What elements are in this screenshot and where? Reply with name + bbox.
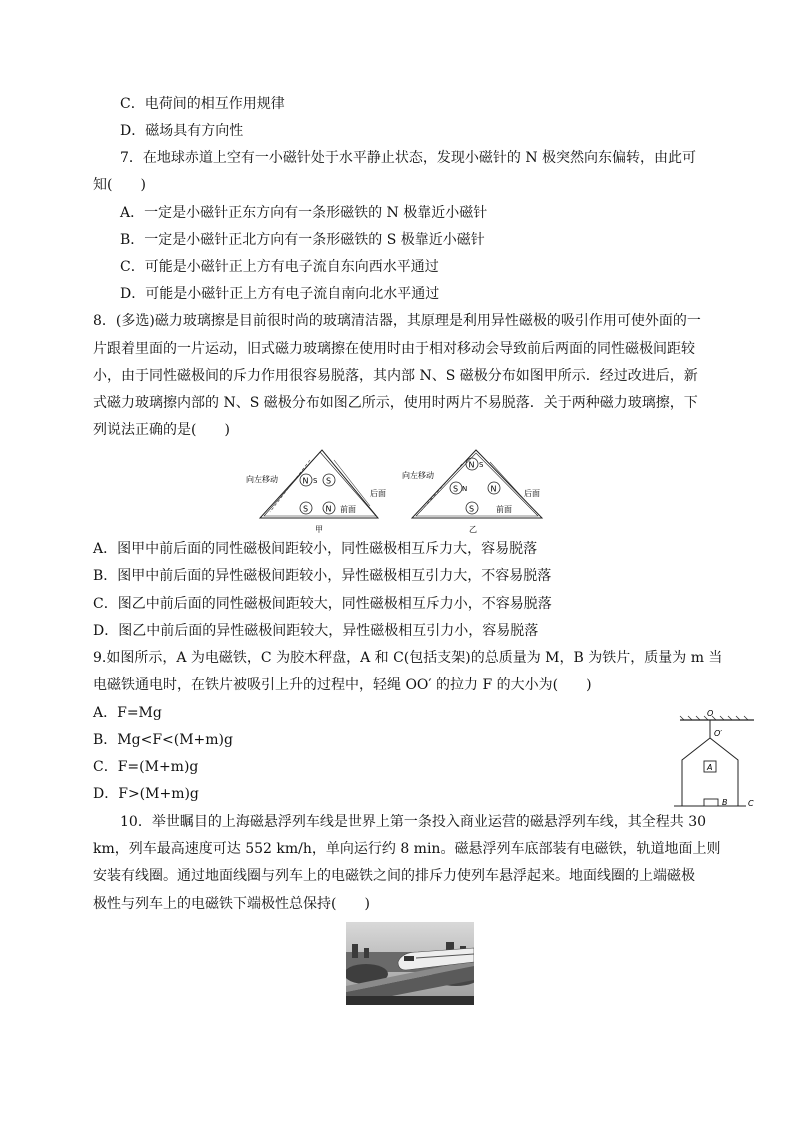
jia-left-move-label: 向左移动	[246, 475, 278, 484]
maglev-train-photo	[346, 922, 474, 1005]
yi-top-n: N	[468, 460, 475, 470]
question-10-stem: 10．举世瞩目的上海磁悬浮列车线是世界上第一条投入商业运营的磁悬浮列车线，其全程共 30	[120, 814, 707, 830]
option-c-line: C．电荷间的相互作用规律	[120, 96, 285, 112]
question-8-option-b: B．图甲中前后面的异性磁极间距较小，异性磁极相互引力大，不容易脱落	[93, 568, 552, 584]
jia-magnet2-s: S	[326, 476, 332, 486]
electromagnet-scale-figure	[670, 706, 770, 810]
jia-magnet3-s: S	[303, 504, 309, 514]
question-10-stem-4: 极性与列车上的电磁铁下端极性总保持( )	[93, 896, 370, 912]
magnet-wiper-figure	[240, 446, 560, 538]
point-o2-label: O′	[714, 729, 723, 738]
jia-back-label: 后面	[370, 489, 386, 498]
question-9-stem: 9.如图所示，A 为电磁铁，C 为胶木秤盘，A 和 C(包括支架)的总质量为 M，B 为铁片，质量为 m 当	[93, 650, 723, 666]
yi-front-label: 前面	[496, 505, 512, 514]
label-b: B	[722, 798, 728, 807]
question-8-option-d: D．图乙中前后面的异性磁极间距较大，异性磁极相互引力小，容易脱落	[93, 623, 539, 639]
jia-front-label: 前面	[340, 505, 356, 514]
question-8-option-c: C．图乙中前后面的同性磁极间距较大，同性磁极相互斥力小，不容易脱落	[93, 596, 552, 612]
yi-top-s: S	[479, 461, 484, 469]
yi-left-move-label: 向左移动	[402, 471, 434, 480]
question-7-stem: 7．在地球赤道上空有一小磁针处于水平静止状态，发现小磁针的 N 极突然向东偏转，由此可	[120, 150, 697, 166]
yi-back-label: 后面	[524, 489, 540, 498]
figure-yi	[402, 450, 542, 534]
question-9-option-c: C．F=(M+m)g	[93, 759, 199, 775]
magnet-wiper-diagram	[240, 446, 560, 538]
question-9-option-d: D．F>(M+m)g	[93, 786, 199, 802]
question-10-stem-2: km，列车最高速度可达 552 km/h，单向运行约 8 min。磁悬浮列车底部装有电磁铁，轨道地面上则	[93, 841, 721, 857]
question-7-stem-cont: 知( )	[93, 177, 146, 193]
jia-magnet1-n: N	[302, 476, 309, 486]
jia-caption: 甲	[315, 525, 323, 534]
question-7-option-a: A．一定是小磁针正东方向有一条形磁铁的 N 极靠近小磁针	[120, 205, 488, 221]
question-8-option-a: A．图甲中前后面的同性磁极间距较小，同性磁极相互斥力大，容易脱落	[93, 541, 538, 557]
yi-bottom-s: S	[469, 504, 475, 514]
question-9-option-b: B．Mg<F<(M+m)g	[93, 732, 233, 748]
question-8-stem: 8．(多选)磁力玻璃擦是目前很时尚的玻璃清洁器，其原理是利用异性磁极的吸引作用可使外面的一	[93, 313, 701, 329]
yi-left-n: N	[462, 485, 468, 493]
question-9-stem-2: 电磁铁通电时，在铁片被吸引上升的过程中，轻绳 OO′ 的拉力 F 的大小为( )	[93, 677, 592, 693]
iron-piece-b	[704, 799, 718, 806]
label-a: A	[707, 763, 713, 772]
maglev-train-image	[346, 922, 474, 1005]
question-7-option-c: C．可能是小磁针正上方有电子流自东向西水平通过	[120, 259, 439, 275]
jia-magnet1-s: S	[313, 477, 318, 485]
electromagnet-scale-diagram	[670, 706, 770, 810]
yi-left-s: S	[453, 484, 459, 494]
question-7-option-d: D．可能是小磁针正上方有电子流自南向北水平通过	[120, 286, 440, 302]
question-10-stem-3: 安装有线圈。通过地面线圈与列车上的电磁铁之间的排斥力使列车悬浮起来。地面线圈的上端磁极	[93, 868, 695, 884]
yi-right-n: N	[490, 484, 497, 494]
question-7-option-b: B．一定是小磁针正北方向有一条形磁铁的 S 极靠近小磁针	[120, 232, 485, 248]
point-o-label: O	[707, 709, 714, 718]
label-c: C	[748, 799, 754, 808]
question-8-stem-5: 列说法正确的是( )	[93, 422, 230, 438]
jia-magnet4-n: N	[325, 504, 332, 514]
figure-jia	[246, 450, 386, 534]
yi-caption: 乙	[469, 525, 477, 534]
question-8-stem-2: 片跟着里面的一片运动，旧式磁力玻璃擦在使用时由于相对移动会导致前后两面的同性磁极间距较	[93, 341, 695, 357]
question-9-option-a: A．F=Mg	[93, 705, 162, 721]
question-8-stem-3: 小，由于同性磁极间的斥力作用很容易脱落，其内部 N、S 磁极分布如图甲所示．经过改进后，新	[93, 368, 698, 384]
option-d-line: D．磁场具有方向性	[120, 123, 244, 139]
question-8-stem-4: 式磁力玻璃擦内部的 N、S 磁极分布如图乙所示，使用时两片不易脱落．关于两种磁力玻璃擦，下	[93, 395, 698, 411]
